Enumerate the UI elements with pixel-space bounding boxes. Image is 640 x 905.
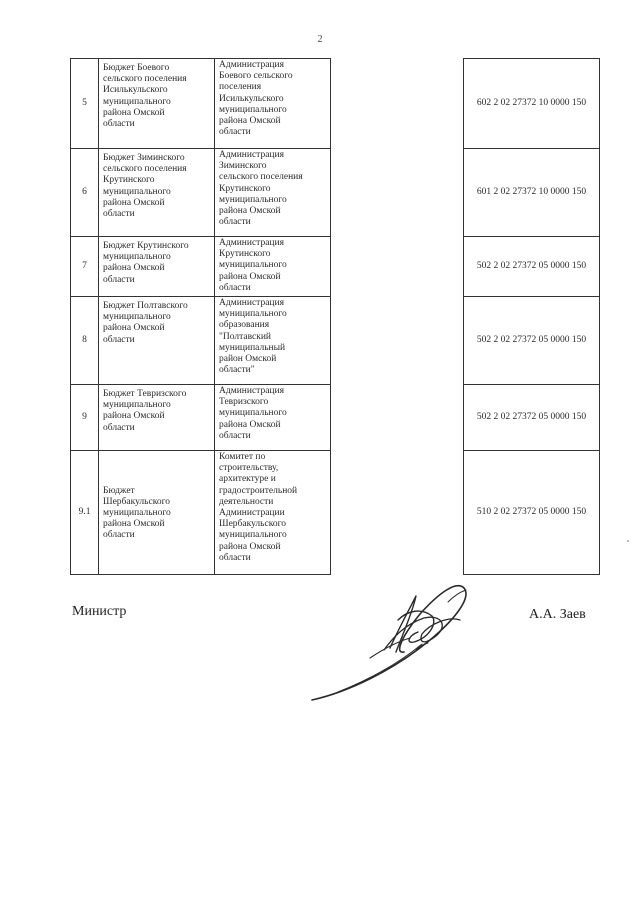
- administrator-line: образования: [219, 320, 270, 331]
- blank-column-cell: [331, 385, 464, 451]
- budget-name-line: Бюджет Крутинского: [103, 241, 189, 251]
- administrator-line: сельского поселения: [219, 172, 303, 183]
- row-number: 8: [71, 297, 99, 385]
- administrator-line: муниципального: [219, 309, 287, 320]
- table-row: [71, 237, 600, 297]
- budget-name-line: муниципального: [103, 400, 171, 411]
- administrator-line: Крутинского: [219, 249, 271, 260]
- row-number: 6: [71, 149, 99, 237]
- administrator-cell: [215, 59, 331, 149]
- budget-classification-code: 502 2 02 27372 05 0000 150: [464, 297, 600, 385]
- budget-table: [70, 58, 600, 575]
- administrator-line: градостроительной: [219, 485, 298, 496]
- page-number: 2: [317, 34, 323, 45]
- scan-speck: [627, 540, 629, 542]
- budget-classification-code: 601 2 02 27372 10 0000 150: [464, 149, 600, 237]
- budget-name-line: района Омской: [103, 107, 165, 118]
- budget-name-cell: [99, 385, 215, 451]
- budget-name-cell: [99, 297, 215, 385]
- blank-column-cell: [331, 297, 464, 385]
- administrator-line: Администрация: [219, 298, 284, 309]
- budget-name-line: Бюджет: [103, 485, 135, 496]
- administrator-cell: [215, 237, 331, 297]
- administrator-line: деятельности: [219, 496, 274, 507]
- administrator-line: Администрация: [219, 386, 284, 397]
- budget-name-line: Бюджет Тевризского: [103, 389, 187, 400]
- budget-name-line: Шербакульского: [103, 496, 170, 507]
- budget-name-line: области: [103, 422, 135, 433]
- administrator-line: Крутинского: [219, 183, 271, 194]
- administrator-line: области: [219, 282, 251, 293]
- budget-name-line: области: [103, 209, 135, 220]
- budget-name-line: Бюджет Зиминского: [103, 153, 185, 163]
- administrator-line: района Омской: [219, 116, 281, 127]
- administrator-line: поселения: [219, 82, 262, 93]
- budget-classification-code: 510 2 02 27372 05 0000 150: [464, 451, 600, 575]
- administrator-cell: [215, 385, 331, 451]
- budget-name-line: района Омской: [103, 519, 165, 530]
- administrator-cell: [215, 451, 331, 575]
- administrator-line: района Омской: [219, 541, 281, 552]
- administrator-line: района Омской: [219, 271, 281, 282]
- row-number: 7: [71, 237, 99, 297]
- signer-position: Министр: [72, 604, 127, 619]
- administrator-line: муниципального: [219, 194, 287, 205]
- administrator-cell: [215, 149, 331, 237]
- administrator-line: муниципального: [219, 408, 287, 419]
- administrator-line: архитектуре и: [219, 474, 276, 485]
- administrator-line: Комитет по: [219, 452, 266, 463]
- budget-name-line: области: [103, 530, 135, 541]
- administrator-line: области: [219, 127, 251, 138]
- budget-name-line: муниципального: [103, 252, 171, 263]
- budget-name-cell: [99, 451, 215, 575]
- administrator-line: района Омской: [219, 419, 281, 430]
- administrator-line: муниципального: [219, 530, 287, 541]
- administrator-line: строительству,: [219, 463, 279, 474]
- administrator-line: муниципальный: [219, 342, 286, 353]
- budget-name-line: Бюджет Боевого: [103, 63, 170, 73]
- administrator-line: муниципального: [219, 104, 287, 115]
- administrator-line: Зиминского: [219, 161, 267, 172]
- administrator-line: области": [219, 365, 255, 376]
- budget-name-line: района Омской: [103, 411, 165, 422]
- administrator-line: Администрация: [219, 60, 284, 70]
- table-row: [71, 385, 600, 451]
- administrator-line: район Омской: [219, 354, 277, 365]
- budget-name-cell: [99, 59, 215, 149]
- administrator-line: области: [219, 552, 251, 563]
- administrator-line: Шербакульского: [219, 519, 286, 530]
- budget-name-line: области: [103, 274, 135, 285]
- signer-name: А.А. Заев: [529, 607, 586, 622]
- budget-name-cell: [99, 149, 215, 237]
- budget-name-line: муниципального: [103, 312, 171, 323]
- row-number: 9: [71, 385, 99, 451]
- budget-name-cell: [99, 237, 215, 297]
- table-body: [71, 59, 600, 575]
- administrator-line: муниципального: [219, 260, 287, 271]
- budget-name-line: муниципального: [103, 186, 171, 197]
- administrator-line: области: [219, 217, 251, 228]
- row-number: 5: [71, 59, 99, 149]
- administrator-line: "Полтавский: [219, 331, 272, 342]
- budget-classification-code: 502 2 02 27372 05 0000 150: [464, 237, 600, 297]
- budget-name-line: Исилькульского: [103, 85, 168, 96]
- budget-name-line: района Омской: [103, 263, 165, 274]
- table-row: [71, 149, 600, 237]
- administrator-line: Исилькульского: [219, 93, 284, 104]
- administrator-cell: [215, 297, 331, 385]
- table-row: [71, 59, 600, 149]
- budget-name-line: сельского поселения: [103, 74, 187, 85]
- budget-name-line: района Омской: [103, 197, 165, 208]
- budget-name-line: сельского поселения: [103, 164, 187, 175]
- budget-classification-code: 502 2 02 27372 05 0000 150: [464, 385, 600, 451]
- budget-name-line: муниципального: [103, 96, 171, 107]
- budget-name-line: Бюджет Полтавского: [103, 301, 188, 312]
- administrator-line: Администрация: [219, 238, 284, 248]
- handwritten-signature: [298, 580, 488, 720]
- administrator-line: района Омской: [219, 206, 281, 217]
- budget-name-line: района Омской: [103, 323, 165, 334]
- budget-name-line: области: [103, 334, 135, 345]
- administrator-line: Администрации: [219, 508, 285, 519]
- blank-column-cell: [331, 149, 464, 237]
- budget-name-line: муниципального: [103, 507, 171, 518]
- blank-column-cell: [331, 451, 464, 575]
- blank-column-cell: [331, 59, 464, 149]
- table-row: [71, 451, 600, 575]
- budget-name-line: области: [103, 119, 135, 130]
- signature-block: [0, 580, 640, 720]
- budget-classification-code: 602 2 02 27372 10 0000 150: [464, 59, 600, 149]
- administrator-line: Тевризского: [219, 397, 269, 408]
- row-number: 9.1: [71, 451, 99, 575]
- administrator-line: Боевого сельского: [219, 71, 293, 82]
- administrator-line: области: [219, 430, 251, 441]
- budget-name-line: Крутинского: [103, 175, 155, 186]
- blank-column-cell: [331, 237, 464, 297]
- table-row: [71, 297, 600, 385]
- administrator-line: Администрация: [219, 150, 284, 160]
